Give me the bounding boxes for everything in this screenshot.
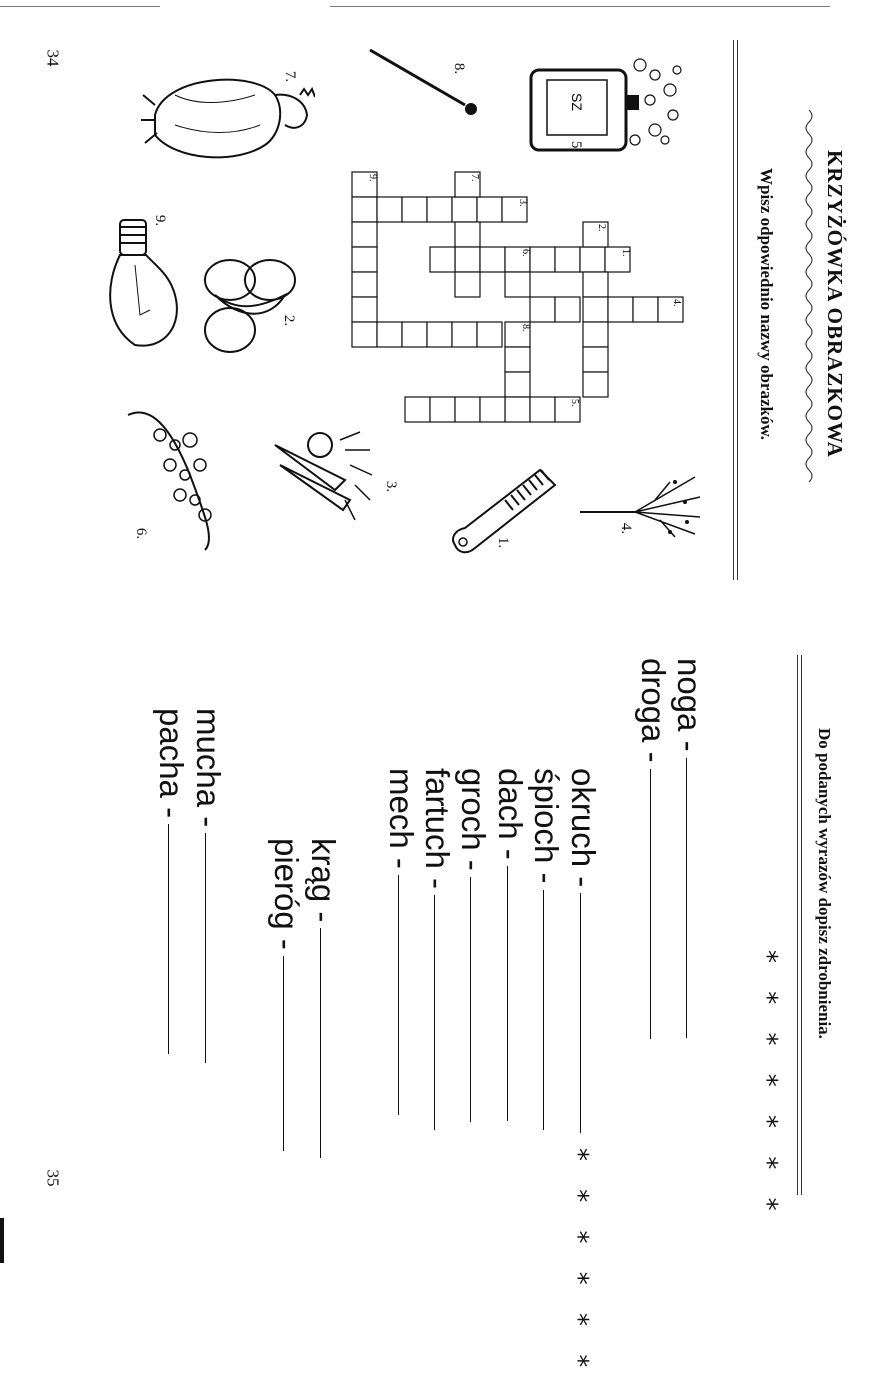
word-row [192,708,225,1063]
picture-number-2: 2. [281,314,298,327]
word-label: okruch - [565,768,602,888]
crossword-cell [608,297,633,322]
crossword-cell [530,247,555,272]
stars-row-1: * * * * * * * [752,950,782,1221]
crossword-cell [352,222,377,247]
crossword-cell [452,322,477,347]
clue-number-8: 8. [520,324,531,332]
picture-number-6: 6. [133,527,150,540]
word-row [421,768,454,1130]
crossword-cell [583,322,608,347]
crossword-cell [455,272,480,297]
answer-line[interactable] [507,866,508,1121]
clue-number-7: 7. [469,174,480,182]
crossword-cell [580,247,605,272]
vegetables-icon [265,425,385,535]
picture-number-4: 4. [618,522,635,535]
answer-line[interactable] [543,890,544,1130]
clue-number-1: 1. [620,249,631,257]
word-label: pieróg - [268,838,305,950]
stars-row-2: * * * * * * [563,1148,593,1377]
crossword-cell [530,297,555,322]
word-label: dach - [492,768,529,860]
crossword-cell [377,197,402,222]
crossword-cell [352,272,377,297]
clue-number-5: 5. [569,399,580,407]
word-row [307,838,340,1158]
word-row [673,658,706,1038]
crossword-cell [480,397,505,422]
answer-line[interactable] [434,895,435,1130]
answer-line[interactable] [320,928,321,1158]
word-row [155,708,188,1054]
word-row [494,768,527,1121]
clue-number-3: 3. [517,199,528,207]
page-number-right: 35 [43,1169,63,1187]
crossword-cell [555,297,580,322]
willow-tree-icon [575,462,705,542]
crossword-cell [477,322,502,347]
page-number-left: 34 [43,49,63,67]
crossword-cell [377,322,402,347]
crossword-cell [505,272,530,297]
crossword-cell [402,322,427,347]
word-row [270,838,303,1151]
word-row [385,768,418,1115]
word-label: mucha - [190,708,227,828]
crossword-cell [505,347,530,372]
word-label: śpioch - [528,768,565,884]
clue-number-4: 4. [671,299,682,307]
answer-line[interactable] [398,875,399,1115]
word-label: mech - [383,768,420,869]
crossword-cell [477,197,502,222]
picture-number-9: 9. [152,214,169,227]
crossword-cell [505,372,530,397]
crossword-cell [352,197,377,222]
light-bulb-icon [105,215,185,355]
answer-line[interactable] [205,833,206,1063]
crossword-cells [352,172,683,422]
crossword-cell [583,347,608,372]
crossword-cell [530,397,555,422]
clue-number-6: 6. [520,249,531,257]
answer-line[interactable] [580,893,581,1133]
word-label: fartuch - [419,768,456,890]
clue-number-2: 2. [596,224,607,232]
picture-number-7: 7. [282,70,299,83]
crossword-cell [352,297,377,322]
word-row [457,768,490,1122]
word-row [637,658,670,1039]
crossword-cell [455,222,480,247]
crossword-cell [430,397,455,422]
clue-number-9: 9. [367,174,378,182]
word-label: groch - [455,768,492,871]
answer-line[interactable] [470,877,471,1122]
crossword-cell [555,247,580,272]
right-page-divider [797,655,798,1195]
diminutive-instruction: Do podanych wyrazów dopisz zdrobnienia. [815,728,834,1039]
crossword-cell [480,247,505,272]
crossword-cell [427,322,452,347]
word-label: noga - [671,658,708,752]
crossword-cell [427,197,452,222]
picture-number-5: 5. [568,140,585,153]
hazelnut-icon [195,250,305,360]
picture-number-3: 3. [383,480,400,493]
crossword-instruction: Wpisz odpowiednio nazwy obrazków. [757,168,776,441]
answer-line[interactable] [283,956,284,1151]
picture-number-8: 8. [451,62,468,75]
sugar-bag-icon [525,45,690,155]
word-label: pacha - [153,708,190,819]
crossword-cell [452,197,477,222]
crossword-cell [505,397,530,422]
picture-number-1: 1. [495,536,512,549]
crossword-cell [405,397,430,422]
svg-text:SZ: SZ [569,93,585,111]
crossword-cell [583,297,608,322]
answer-line[interactable] [686,758,687,1038]
crossword-cell [352,247,377,272]
crossword-cell [583,372,608,397]
word-row [567,768,600,1133]
word-label: krąg - [305,838,342,923]
word-row [530,768,563,1130]
pin-icon [365,45,490,125]
page-title: KRZYŻÓWKA OBRAZKOWA [823,150,847,458]
answer-line[interactable] [650,769,651,1039]
crossword-cell [633,297,658,322]
word-label: droga - [635,658,672,763]
right-page-divider [801,655,802,1195]
crossword-cell [402,197,427,222]
crossword-cell [430,247,455,272]
crossword-cell [455,397,480,422]
answer-line[interactable] [168,824,169,1054]
crossword-cell [583,272,608,297]
crossword-cell [352,322,377,347]
crossword-cell [455,247,480,272]
